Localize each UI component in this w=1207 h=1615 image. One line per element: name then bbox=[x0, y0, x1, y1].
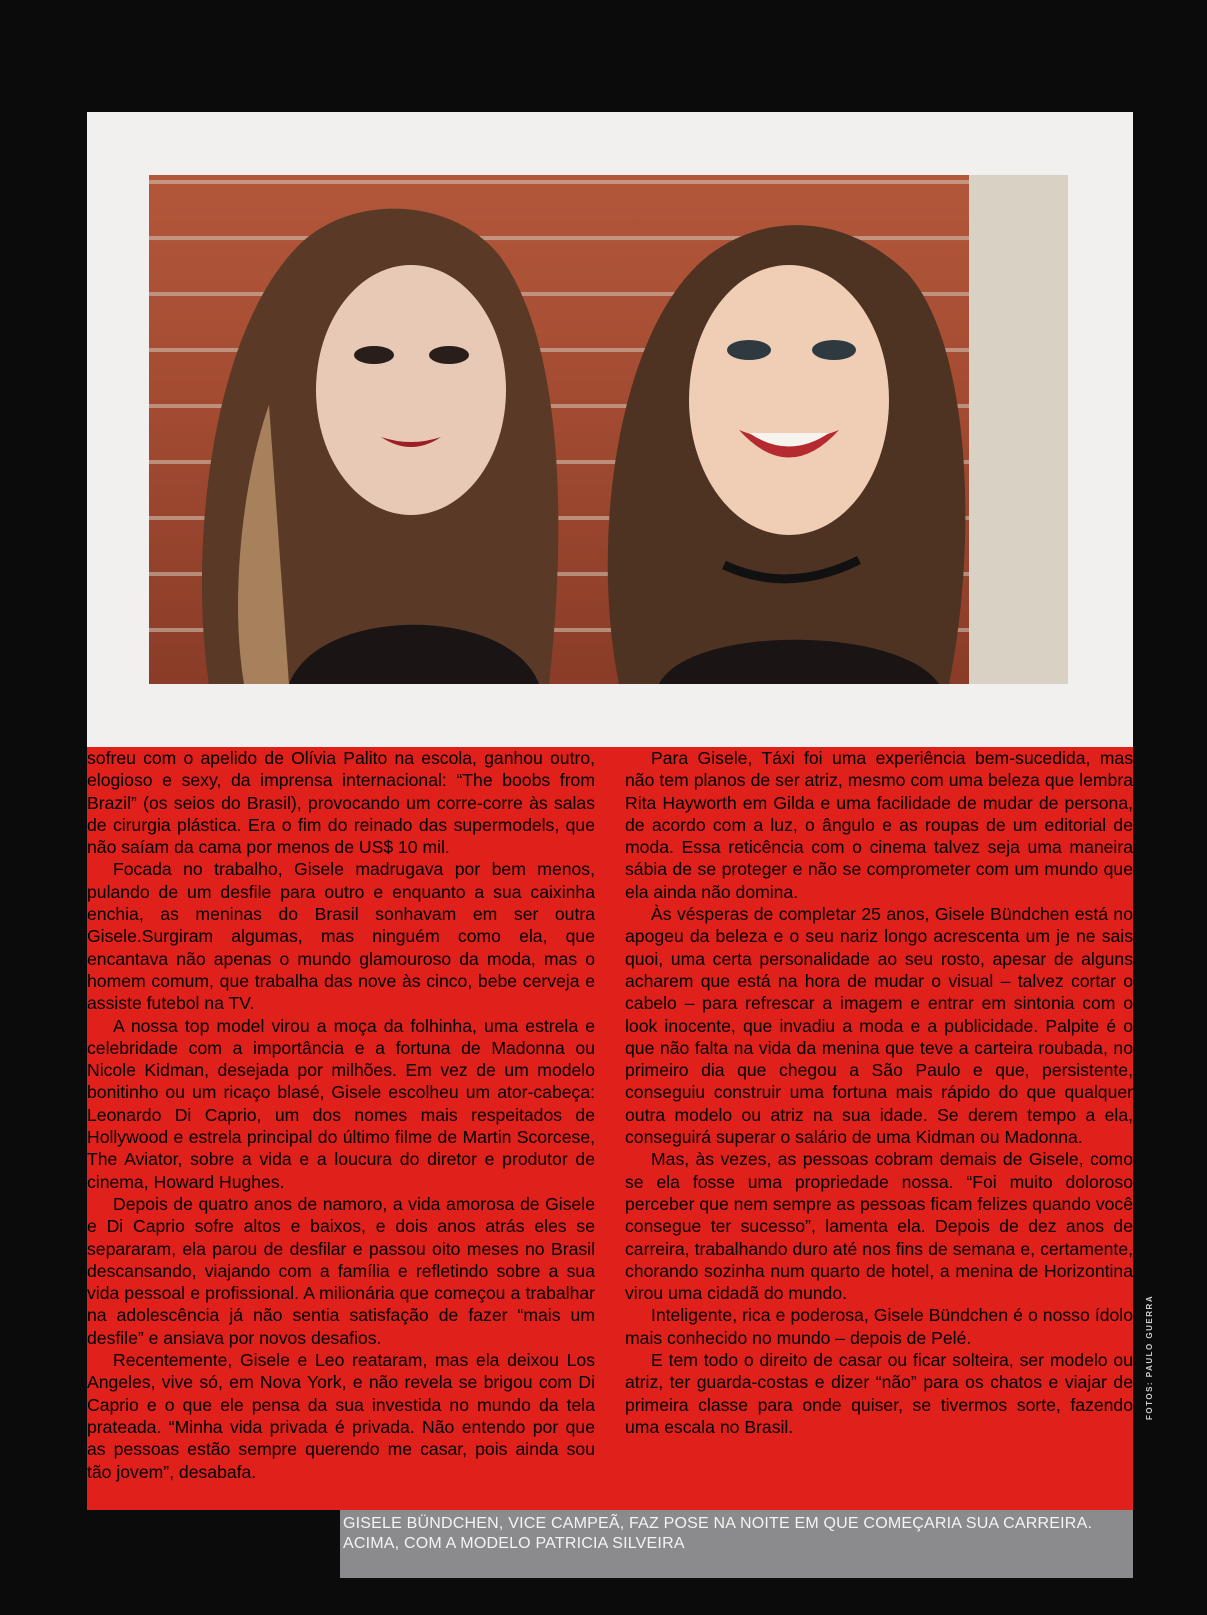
paragraph: Focada no trabalho, Gisele madrugava por bem menos, pulando de um desfile para outro e enquanto a sua caixinha enchia, as meninas do Brasil sonhavam em ser outra Gisele.Surgiram algumas, mas ninguém como ela, que encantava não apenas o mundo glamouroso da moda, mas o homem comum, que trabalha das nove às cinco, bebe cerveja e assiste futebol na TV. bbox=[87, 859, 595, 1014]
paragraph: Às vésperas de completar 25 anos, Gisele Bündchen está no apogeu da beleza e o seu nariz longo acrescenta um je ne sais quoi, uma certa personalidade ao seu rosto, apesar de alguns acharem que está na hora de mudar o visual – talvez cortar o cabelo – para refrescar a imagem e entrar em sintonia com o look inocente, que invadiu a moda e a publicidade. Palpite é o que não falta na vida da menina que teve a carteira roubada, no primeiro dia que chegou a São Paulo e que, persistente, conseguiu construir uma fortuna mais rápido do que qualquer outra modelo ou atriz na sua idade. Se derem tempo a ela, conseguirá superar o salário de uma Kidman ou Madonna. bbox=[625, 904, 1133, 1148]
paragraph: A nossa top model virou a moça da folhinha, uma estrela e celebridade com a importância e a fortuna de Madonna ou Nicole Kidman, desejada por milhões. Em vez de um modelo bonitinho ou um ricaço blasé, Gisele escolheu um ator-cabeça: Leonardo Di Caprio, um dos nomes mais respeitados de Hollywood e estrela principal do último filme de Martin Scorcese, The Aviator, sobre a vida e a loucura do diretor e produtor de cinema, Howard Hughes. bbox=[87, 1015, 595, 1192]
paragraph: Inteligente, rica e poderosa, Gisele Bündchen é o nosso ídolo mais conhecido no mundo – depois de Pelé. bbox=[625, 1305, 1133, 1348]
caption-line: ACIMA, COM A MODELO PATRICIA SILVEIRA bbox=[343, 1535, 685, 1552]
photo-frame bbox=[87, 112, 1133, 747]
paragraph: Depois de quatro anos de namoro, a vida amorosa de Gisele e Di Caprio sofre altos e baixos, e dois anos atrás eles se separaram, ela parou de desfilar e passou oito meses no Brasil descansando, viajando com a família e refletindo sobre a sua vida pessoal e profissional. A milionária que começou a trabalhar na adolescência já não sentia satisfação de fazer “mais um desfile” e ansiava por novos desafios. bbox=[87, 1193, 595, 1348]
paragraph: sofreu com o apelido de Olívia Palito na escola, ganhou outro, elogioso e sexy, da imprensa internacional: “The boobs from Brazil” (os seios do Brasil), provocando um corre-corre às salas de cirurgia plástica. Era o fim do reinado das supermodels, que não saíam da cama por menos de US$ 10 mil. bbox=[87, 748, 595, 858]
photo-two-models bbox=[149, 175, 1068, 684]
paragraph: Mas, às vezes, as pessoas cobram demais de Gisele, como se ela fosse uma propriedade nossa. “Foi muito doloroso perceber que nem sempre as pessoas ficam felizes quando você consegue ter sucesso”, lamenta ela. Depois de dez anos de carreira, trabalhando duro até nos fins de semana e, certamente, chorando sozinha num quarto de hotel, a menina de Horizontina virou uma cidadã do mundo. bbox=[625, 1149, 1133, 1304]
photo-credit: FOTOS: PAULO GUERRA bbox=[1145, 1294, 1154, 1420]
photo-illustration bbox=[149, 175, 1068, 684]
paragraph: Para Gisele, Táxi foi uma experiência bem-sucedida, mas não tem planos de ser atriz, mesmo com uma beleza que lembra Rita Hayworth em Gilda e uma facilidade de mudar de persona, de acordo com a luz, o ângulo e as roupas de um editorial de moda. Essa reticência com o cinema talvez seja uma maneira sábia de se proteger e não se comprometer com um mundo que ela ainda não domina. bbox=[625, 748, 1133, 902]
left-column bbox=[87, 747, 595, 1510]
caption-line: GISELE BÜNDCHEN, VICE CAMPEÃ, FAZ POSE NA NOITE EM QUE COMEÇARIA SUA CARREIRA. bbox=[343, 1515, 1093, 1532]
paragraph: Recentemente, Gisele e Leo reataram, mas ela deixou Los Angeles, vive só, em Nova York, e não revela se brigou com Di Caprio e o que ele pensa da sua investida no mundo da tela prateada. “Minha vida privada é privada. Não entendo por que as pessoas estão sempre querendo me casar, pois ainda sou tão jovem”, desabafa. bbox=[87, 1350, 595, 1482]
article-body bbox=[87, 747, 1133, 1510]
photo-caption bbox=[340, 1510, 1133, 1578]
paragraph: E tem todo o direito de casar ou ficar solteira, ser modelo ou atriz, ter guarda-costas e dizer “não” para os chatos e viajar de primeira classe para onde quiser, se tivermos sorte, fazendo uma escala no Brasil. bbox=[625, 1350, 1133, 1437]
right-column bbox=[625, 747, 1133, 1510]
